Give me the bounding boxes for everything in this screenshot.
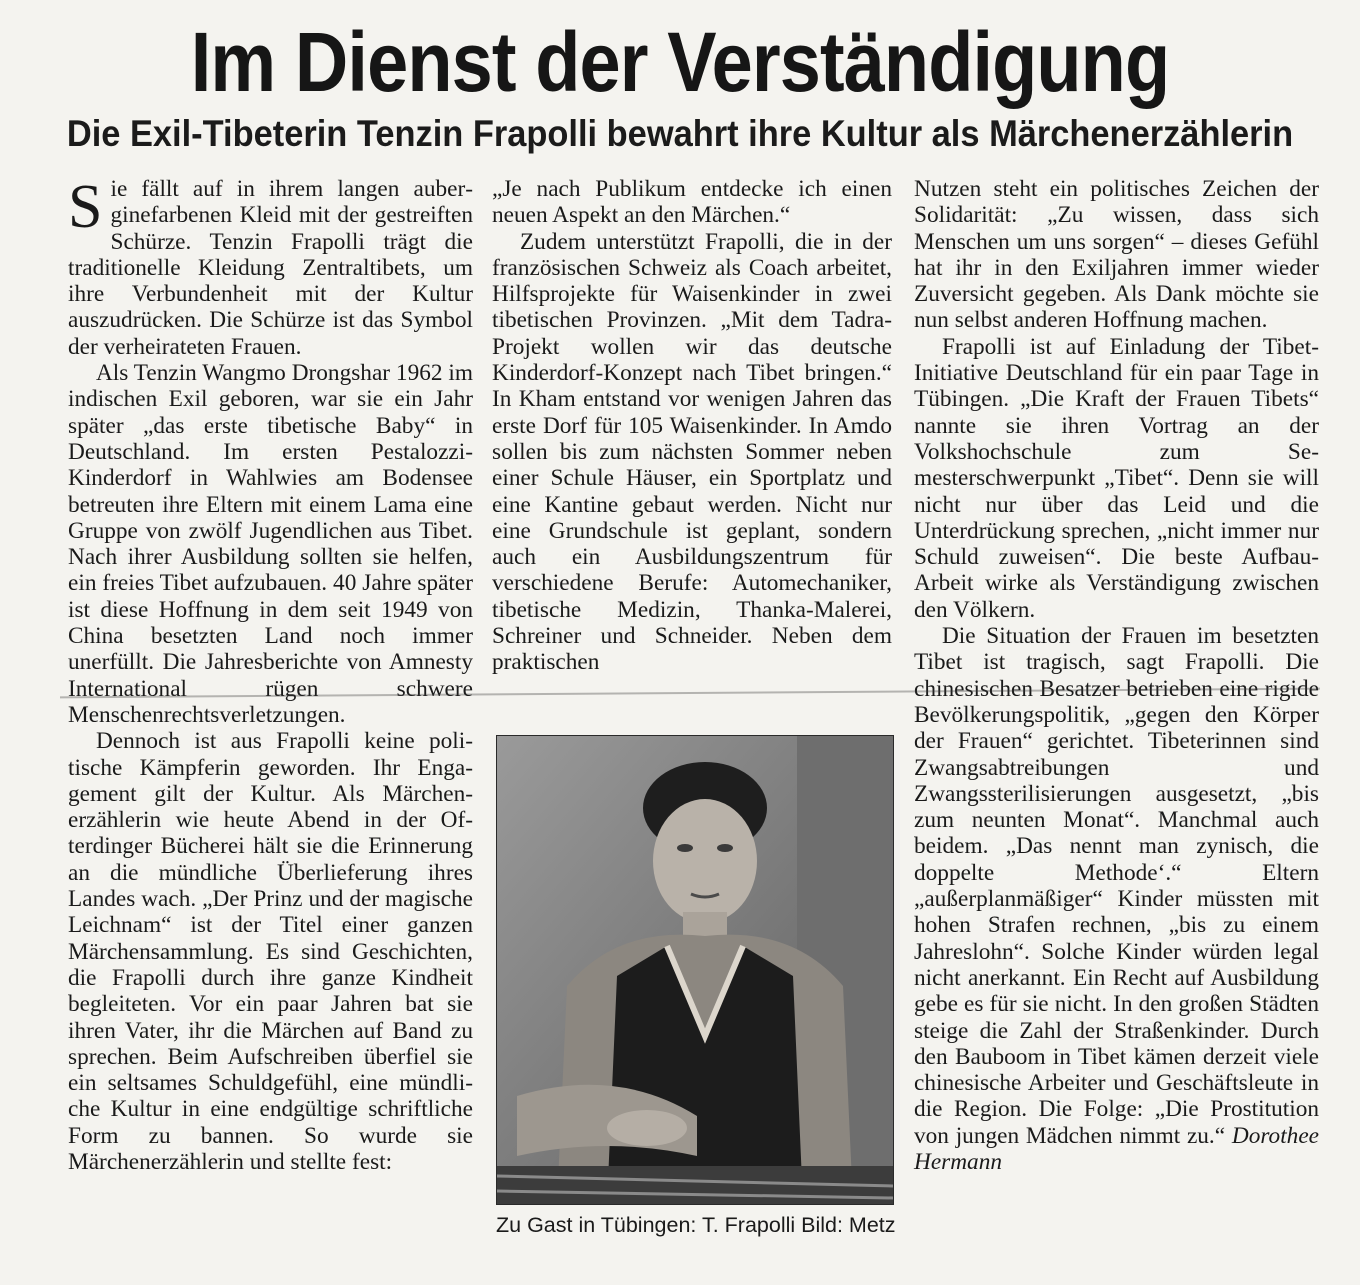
paragraph [68,173,473,360]
photo-caption: Zu Gast in Tübingen: T. Frapolli Bild: Metz [496,1213,896,1237]
paragraph [914,623,1319,1175]
drop-cap: S [68,173,103,241]
paragraph: Dennoch ist aus Frapolli keine politische Kämpferin geworden. Ihr Engagement gilt der Kultur. Als Märchenerzählerin wie heute Abend in der Ofterdinger Bücherei hält sie die Erinnerung an die mündliche Überlieferung ihres Landes wach. „Der Prinz und der magische Leichnam“ ist der Titel einer ganzen Märchensammlung. Es sind Geschichten, die Frapolli durch ihre ganze Kindheit begleiteten. Vor ein paar Jahren bat sie ihren Vater, ihr die Märchen auf Band zu sprechen. Beim Aufschreiben überfiel sie ein seltsames Schuldgefühl, eine mündliche Kultur in eine endgültige schriftliche Form zu bannen. So wurde sie Märchenerzählerin und stellte fest: [68,728,473,1175]
portrait-illustration [497,736,893,1204]
portrait-photo [496,735,894,1205]
article-column-3 [914,176,1319,1175]
subheadline: Die Exil-Tibeterin Tenzin Frapolli bewahrt ihre Kultur als Märchenerzählerin [66,113,1294,154]
paragraph-text: ie fällt auf in ihrem langen auberginefarbenen Kleid mit der gestreiften Schürze. Tenzin Frapolli trägt die traditionelle Kleidung Zentraltibets, um ihre Verbundenheit mit der Kultur auszudrücken. Die Schürze ist das Symbol der verheirateten Frauen. [68,176,473,360]
article-column-2 [492,176,892,676]
paragraph: „Je nach Publikum entdecke ich einen neuen Aspekt an den Märchen.“ [492,176,892,229]
paragraph: Nutzen steht ein politisches Zeichen der Solidarität: „Zu wissen, dass sich Menschen um uns sorgen“ – dieses Gefühl hat ihr in den Exiljahren immer wieder Zuversicht gegeben. Als Dank möchte sie nun selbst anderen Hoffnung machen. [914,176,1319,334]
article-column-1 [68,173,473,1175]
paragraph: Frapolli ist auf Einladung der Tibet-Initiative Deutschland für ein paar Tage in Tübingen. „Die Kraft der Frauen Tibets“ nannte sie ihren Vortrag an der Volkshochschule zum Semesterschwerpunkt „Tibet“. Denn sie will nicht nur über das Leid und die Unterdrückung sprechen, „nicht immer nur Schuld zuweisen“. Die beste Aufbau-Arbeit wirke als Verständigung zwischen den Völkern. [914,333,1319,623]
paragraph-text: Die Situation der Frauen im besetzten Tibet ist tragisch, sagt Frapolli. Die chinesischen Besatzer betrieben eine rigide Bevölkerungspolitik, „gegen den Körper der Frauen“ gerichtet. Tibeterinnen sind Zwangsabtreibungen und Zwangssterilisierungen ausgesetzt, „bis zum neunten Monat“. Manchmal auch beidem. „Das nennt man zynisch, die doppelte Methode‘.“ Eltern „außerplanmäßiger“ Kinder müssten mit hohen Strafen rechnen, „bis zu einem Jahreslohn“. Solche Kinder würden legal nicht anerkannt. Ein Recht auf Ausbildung gebe es für sie nicht. In den großen Städten steige die Zahl der Straßenkinder. Durch den Bauboom in Tibet kämen derzeit viele chinesische Arbeiter und Geschäftsleute in die Region. Die Folge: „Die Prostitution von jungen Mädchen nimmt zu.“ [914,623,1319,1149]
headline: Im Dienst der Verständigung [190,15,1170,109]
paragraph: Zudem unterstützt Frapolli, die in der französischen Schweiz als Coach arbeitet, Hilfsprojekte für Waisenkinder in zwei tibetischen Provinzen. „Mit dem Tadra-Projekt wollen wir das deutsche Kinderdorf-Konzept nach Tibet bringen.“ In Kham entstand vor wenigen Jahren das erste Dorf für 105 Waisenkinder. In Amdo sollen bis zum nächsten Sommer neben einer Schule Häuser, ein Sportplatz und eine Kantine gebaut werden. Nicht nur eine Grundschule ist geplant, sondern auch ein Ausbildungszentrum für verschiedene Berufe: Automechaniker, tibetische Medizin, Thanka-Malerei, Schreiner und Schneider. Neben dem praktischen [492,228,892,676]
paragraph: Als Tenzin Wangmo Drongshar 1962 im indischen Exil geboren, war sie ein Jahr später „das erste tibetische Baby“ in Deutschland. Im ersten Pestalozzi-Kinderdorf in Wahlwies am Bodensee betreuten ihre Eltern mit einem Lama eine Gruppe von zwölf Jugendlichen aus Tibet. Nach ihrer Ausbildung sollten sie helfen, ein freies Tibet aufzubauen. 40 Jahre später ist diese Hoffnung in dem seit 1949 von China besetzten Land noch immer unerfüllt. Die Jahresberichte von Amnesty International rügen schwere Menschenrechtsverletzungen. [68,360,473,728]
author-byline: Dorothee Hermann [914,1122,1319,1175]
